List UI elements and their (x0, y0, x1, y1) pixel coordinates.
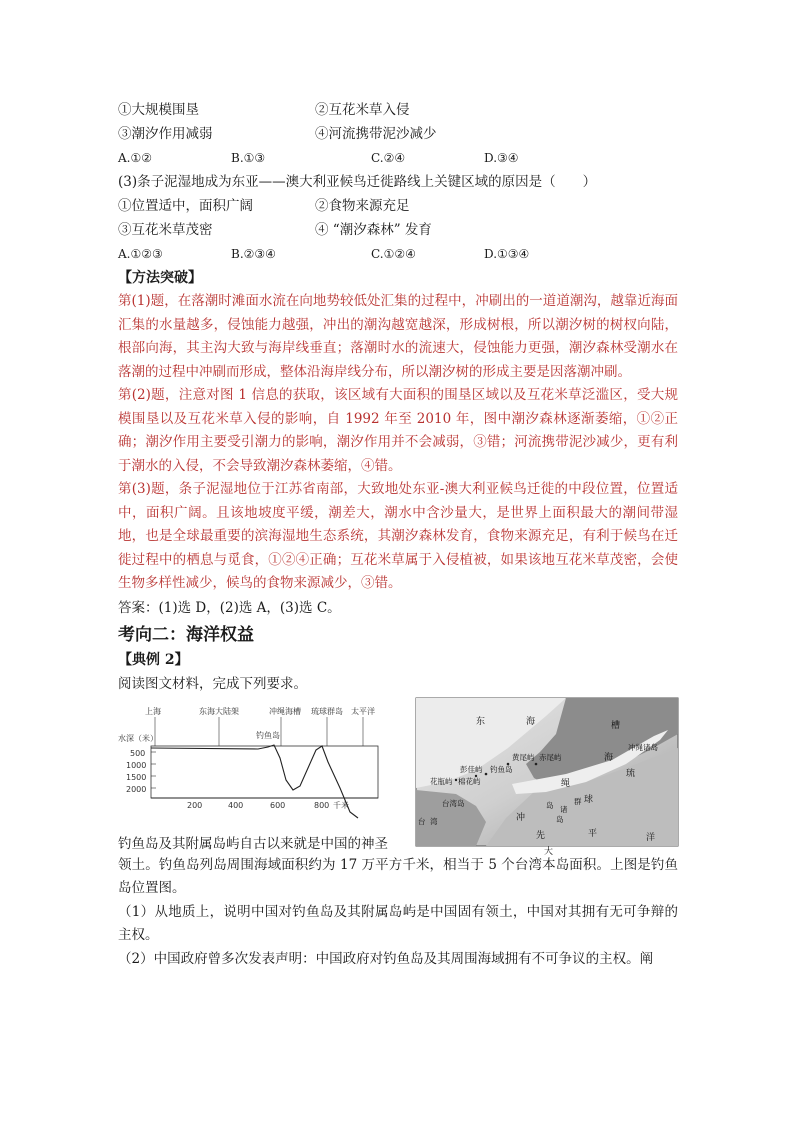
label-diaoyu: 钓鱼岛 (256, 730, 280, 740)
ytick-1000: 1000 (126, 760, 147, 770)
map-label-east: 东 (476, 716, 486, 727)
map-label-chong: 冲 (516, 812, 526, 823)
ytick-2000: 2000 (126, 784, 147, 794)
map-label-qiu: 球 (584, 794, 594, 805)
explanation-q1: 第(1)题，在落潮时滩面水流在向地势较低处汇集的过程中，冲刷出的一道道潮沟，越靠近海面汇集的水量越多，侵蚀能力越强，冲出的潮沟越宽越深，形成树根，所以潮汐树的树杈向陆，根部向海，其主沟大致与海岸线垂直；落潮时水的流速大，侵蚀能力更强，潮汐森林受潮水在落潮的过程中冲刷而形成，整体沿海岸线分布，所以潮汐树的形成主要是因落潮冲刷。 (118, 293, 678, 380)
option-4: ④河流携带泥沙减少 (315, 126, 437, 142)
map-label-trough-sea: 海 (604, 752, 614, 763)
option-2: ②食物来源充足 (315, 198, 410, 214)
q2-choices (118, 146, 678, 170)
ytick-1500: 1500 (126, 772, 147, 782)
choice-d: D.①③④ (484, 247, 530, 261)
option-3: ③互花米草茂密 (118, 222, 213, 238)
map-label-dao1: 岛 (546, 800, 554, 810)
map-label-tai: 台 (418, 816, 426, 826)
q2-options-row-2 (118, 122, 678, 146)
subquestion-1: （1）从地质上，说明中国对钓鱼岛及其附属岛屿是中国固有领土，中国对其拥有无可争辩的主权。 (118, 903, 678, 943)
choice-c: C.①②④ (371, 247, 416, 261)
choice-b: B.①③ (231, 151, 266, 165)
choice-b: B.②③④ (231, 247, 276, 261)
map-label-chiwei: 赤尾屿 (539, 752, 562, 762)
map-label-huaping: 花瓶屿 (430, 776, 453, 786)
explanation-q2: 第(2)题，注意对图 1 信息的获取，该区域有大面积的围垦区域以及互花米草泛滥区，受大规模围垦以及互花米草入侵的影响，自 1992 年至 2010 年，图中潮汐森林逐渐萎缩，①②正确；潮汐作用主要受引潮力的影响，潮汐作用并不会减弱，③错；河流携带泥沙减少，更有利于潮水的入侵，不会导致潮汐森林萎缩，④错。 (118, 387, 678, 474)
map-label-pengjia: 彭佳屿 (460, 764, 483, 774)
q3-options-row-1 (118, 194, 678, 218)
body-paragraph: 领土。钓鱼岛列岛周围海域面积约为 17 万平方千米，相当于 5 个台湾本岛面积。上图是钓鱼岛位置图。 (118, 856, 678, 896)
xtick-400: 400 (228, 800, 244, 810)
method-explanation (118, 290, 678, 596)
xtick-200: 200 (187, 800, 203, 810)
map-label-taiwan-island: 台湾岛 (442, 798, 465, 808)
xtick-600: 600 (270, 800, 286, 810)
seafloor-profile-chart (118, 700, 388, 848)
map-label-diaoyu: 钓鱼岛 (490, 764, 513, 774)
q3-options-row-2 (118, 218, 678, 242)
map-label-okinawa: 冲绳诸岛 (628, 742, 658, 752)
map-label-zhu: 诸 (560, 804, 568, 814)
figure-caption: 钓鱼岛及其附属岛屿自古以来就是中国的神圣 (118, 832, 392, 856)
explanation-q3: 第(3)题，条子泥湿地位于江苏省南部，大致地处东亚-澳大利亚候鸟迁徙的中段位置，位置适中，面积广阔。且该地坡度平缓，潮差大，潮水中含沙量大，是世界上面积最大的潮间带湿地，也是全球最重要的滨海湿地生态系统，其潮汐森林发育，食物来源充足，有利于候鸟在迁徙过程中的栖息与觅食，①②④正确；互花米草属于入侵植被，如果该地互花米草茂密，会使生物多样性减少，候鸟的食物来源减少，③错。 (118, 481, 678, 591)
map-label-trough: 槽 (611, 720, 621, 731)
label-shanghai: 上海 (145, 706, 161, 716)
document-page (118, 98, 678, 971)
section-title: 考向二：海洋权益 (118, 624, 254, 645)
q3-stem: (3)条子泥湿地成为东亚——澳大利亚候鸟迁徙路线上关键区域的原因是（ ） (118, 174, 597, 190)
map-label-huangwei: 黄尾屿 (512, 752, 535, 762)
figure-area (118, 700, 678, 857)
map-label-yang: 洋 (646, 832, 656, 843)
map-label-wan: 湾 (430, 816, 438, 826)
map-label-xian: 先 (536, 830, 546, 841)
label-ryukyu: 琉球群岛 (311, 706, 343, 716)
choice-d: D.③④ (484, 151, 519, 165)
map-label-qun: 群 (574, 796, 582, 806)
map-label-liu: 琉 (626, 768, 636, 779)
diaoyu-location-map (416, 698, 678, 857)
example-header: 【典例 2】 (118, 651, 189, 668)
q2-options-row-1 (118, 98, 678, 122)
option-1: ①大规模围垦 (118, 102, 199, 118)
example-intro: 阅读图文材料，完成下列要求。 (118, 675, 307, 692)
map-label-sea: 海 (526, 716, 536, 727)
option-2: ②互花米草入侵 (315, 102, 410, 118)
map-label-da: 大 (544, 846, 554, 857)
map-label-ping: 平 (588, 828, 598, 839)
choice-a: A.①② (118, 151, 152, 165)
option-3: ③潮汐作用减弱 (118, 126, 213, 142)
y-gridlines (151, 752, 156, 788)
q3-choices (118, 242, 678, 266)
map-label-sheng: 绳 (561, 778, 571, 789)
label-pacific: 太平洋 (351, 706, 375, 716)
xtick-800: 800 (314, 800, 330, 810)
choice-a: A.①②③ (118, 247, 163, 261)
method-header: 【方法突破】 (118, 270, 202, 286)
ytick-500: 500 (130, 748, 146, 758)
map-label-dao2: 岛 (556, 814, 564, 824)
choice-c: C.②④ (371, 151, 406, 165)
x-unit: 千米 (333, 800, 349, 810)
label-trough: 冲绳海槽 (269, 706, 301, 716)
plot-frame (151, 746, 378, 798)
answer-line: 答案：(1)选 D，(2)选 A，(3)选 C。 (118, 599, 341, 616)
y-axis-label: 水深（米） (118, 733, 158, 743)
label-shelf: 东海大陆架 (199, 706, 239, 716)
subquestion-2: （2）中国政府曾多次发表声明：中国政府对钓鱼岛及其周围海域拥有不可争议的主权。阐 (118, 950, 654, 967)
map-label-mianhua: 棉花屿 (458, 776, 481, 786)
option-4: ④ “潮汐森林” 发育 (315, 222, 432, 238)
option-1: ①位置适中，面积广阔 (118, 198, 253, 214)
